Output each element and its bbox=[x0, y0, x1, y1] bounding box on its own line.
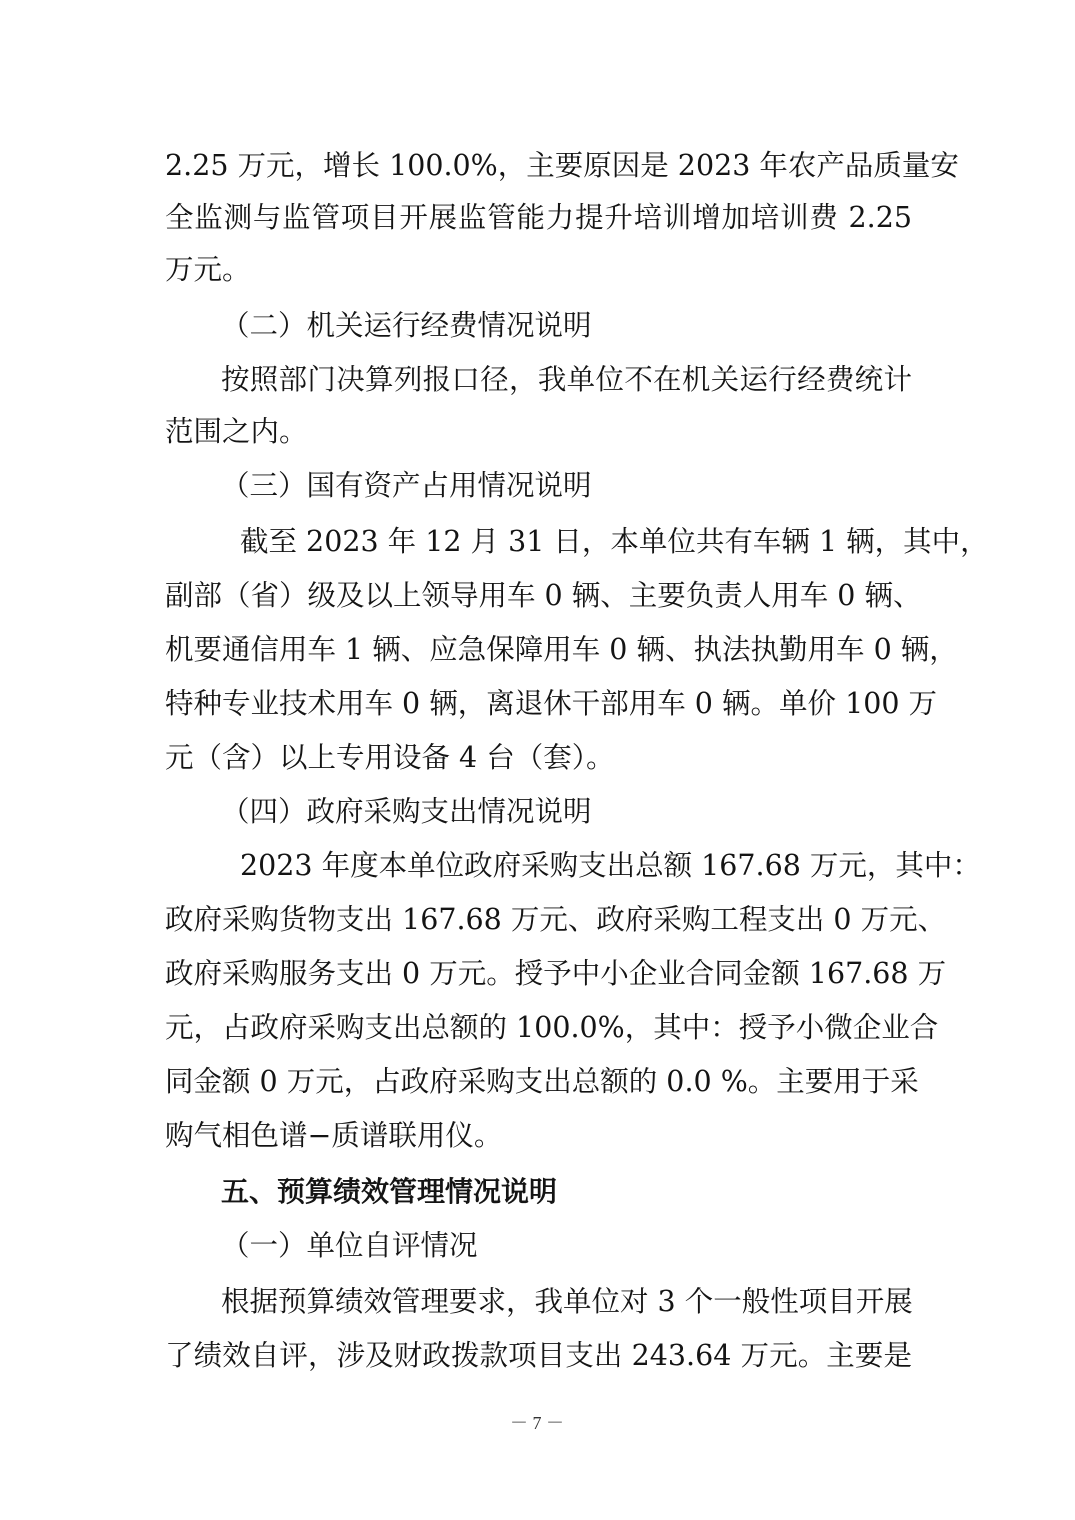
text-line: 截至 2023 年 12 月 31 日，本单位共有车辆 1 辆，其中， bbox=[240, 525, 989, 558]
text-line: 根据预算绩效管理要求，我单位对 3 个一般性项目开展 bbox=[221, 1285, 913, 1318]
text-line: 特种专业技术用车 0 辆，离退休干部用车 0 辆。单价 100 万 bbox=[165, 687, 938, 720]
text-line: 2.25 万元，增长 100.0%，主要原因是 2023 年农产品质量安 bbox=[165, 149, 959, 182]
page-number: － 7 － bbox=[510, 1413, 564, 1433]
section-subheading: （三）国有资产占用情况说明 bbox=[221, 469, 592, 502]
text-line: 全监测与监管项目开展监管能力提升培训增加培训费 2.25 bbox=[165, 201, 912, 234]
text-line: 了绩效自评，涉及财政拨款项目支出 243.64 万元。主要是 bbox=[165, 1339, 912, 1372]
text-line: 按照部门决算列报口径，我单位不在机关运行经费统计 bbox=[221, 363, 912, 396]
text-line: 副部（省）级及以上领导用车 0 辆、主要负责人用车 0 辆、 bbox=[165, 579, 922, 612]
text-line: 2023 年度本单位政府采购支出总额 167.68 万元，其中： bbox=[240, 849, 981, 882]
text-line: 购气相色谱−质谱联用仪。 bbox=[165, 1119, 503, 1152]
section-subheading: （二）机关运行经费情况说明 bbox=[221, 309, 592, 342]
text-line: 同金额 0 万元，占政府采购支出总额的 0.0 %。主要用于采 bbox=[165, 1065, 919, 1098]
text-line: 元（含）以上专用设备 4 台（套）。 bbox=[165, 741, 615, 774]
section-subheading: （一）单位自评情况 bbox=[221, 1229, 478, 1262]
text-line: 范围之内。 bbox=[165, 415, 308, 448]
text-line: 元，占政府采购支出总额的 100.0%，其中：授予小微企业合 bbox=[165, 1011, 939, 1044]
text-line: 机要通信用车 1 辆、应急保障用车 0 辆、执法执勤用车 0 辆， bbox=[165, 633, 958, 666]
text-line: 万元。 bbox=[165, 253, 251, 286]
section-heading: 五、预算绩效管理情况说明 bbox=[221, 1175, 558, 1208]
text-line: 政府采购服务支出 0 万元。授予中小企业合同金额 167.68 万 bbox=[165, 957, 947, 990]
section-subheading: （四）政府采购支出情况说明 bbox=[221, 795, 592, 828]
text-line: 政府采购货物支出 167.68 万元、政府采购工程支出 0 万元、 bbox=[165, 903, 947, 936]
